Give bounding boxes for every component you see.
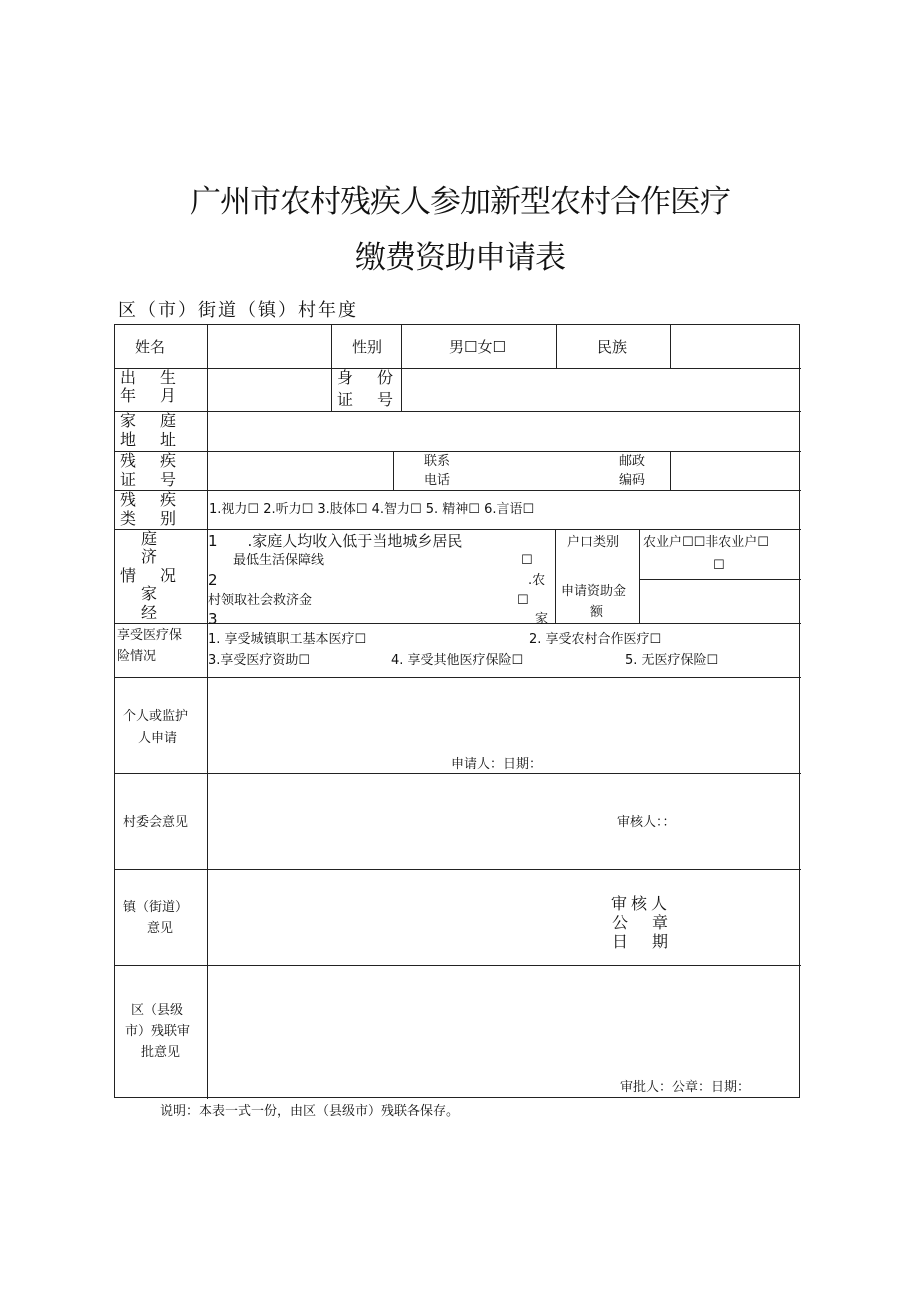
disability-type-label-bottom: 类 别 — [120, 509, 181, 528]
economy-item-1: 1 .家庭人均收入低于当地城乡居民 — [208, 532, 463, 550]
row-divider — [115, 411, 801, 412]
economy-label: 庭 — [141, 529, 162, 548]
row-divider — [115, 529, 801, 530]
economy-item-2-line2: 村领取社会救济金 — [208, 593, 313, 608]
insurance-option-3[interactable]: 3.享受医疗资助☐ — [208, 653, 311, 668]
id-label-bottom: 证 号 — [337, 390, 398, 409]
town-opinion-label: 镇（街道） — [123, 900, 189, 915]
gender-options[interactable]: 男☐女☐ — [449, 338, 506, 356]
row-divider — [639, 579, 801, 580]
column-divider — [556, 325, 557, 368]
economy-label: 济 — [141, 547, 162, 566]
village-opinion-label: 村委会意见 — [123, 815, 189, 830]
hukou-label: 户口类别 — [567, 535, 620, 550]
economy-item-1-line2: 最低生活保障线 — [233, 553, 325, 568]
aid-amount-label-2: 额 — [590, 605, 604, 620]
town-reviewer: 审核人 — [611, 894, 672, 913]
contact-label-top: 联系 — [424, 454, 451, 469]
row-divider — [115, 623, 801, 624]
name-label: 姓名 — [135, 338, 166, 356]
district-opinion-label-2: 市）残联审 — [125, 1024, 191, 1039]
insurance-option-4[interactable]: 4. 享受其他医疗保险☐ — [391, 653, 524, 668]
column-divider — [670, 325, 671, 368]
applicant-signature: 申请人：日期： — [451, 757, 543, 772]
town-date: 日 期 — [612, 932, 673, 951]
disability-type-label-top: 残 疾 — [120, 490, 181, 509]
row-divider — [115, 490, 801, 491]
gender-label: 性别 — [352, 338, 383, 356]
address-label-top: 家 庭 — [120, 411, 181, 430]
row-divider — [115, 677, 801, 678]
column-divider — [670, 451, 671, 490]
insurance-option-5[interactable]: 5. 无医疗保险☐ — [625, 653, 719, 668]
economy-label: 情 况 — [120, 566, 181, 585]
district-signature: 审批人：公章：日期： — [620, 1080, 751, 1095]
address-label-bottom: 地 址 — [120, 430, 181, 449]
column-divider — [331, 325, 332, 411]
postal-label-bottom: 编码 — [619, 473, 646, 488]
hukou-options[interactable]: 农业户☐☐非农业户☐ — [643, 535, 769, 550]
insurance-option-1[interactable]: 1. 享受城镇职工基本医疗☐ — [208, 632, 367, 647]
column-divider — [393, 451, 394, 490]
application-form-table — [114, 324, 800, 1098]
insurance-label-2: 险情况 — [117, 649, 157, 664]
applicant-label: 个人或监护 — [123, 709, 189, 724]
economy-item-2: 2 — [208, 571, 218, 589]
disability-cert-label-top: 残 疾 — [120, 451, 181, 470]
region-line: 区（市）街道（镇）村年度 — [118, 300, 358, 321]
hukou-options-2[interactable]: ☐ — [713, 558, 725, 573]
disability-type-options[interactable]: 1.视力☐ 2.听力☐ 3.肢体☐ 4.智力☐ 5. 精神☐ 6.言语☐ — [209, 502, 535, 517]
insurance-option-2[interactable]: 2. 享受农村合作医疗☐ — [529, 632, 662, 647]
birth-label-top: 出 生 — [120, 368, 181, 387]
row-divider — [115, 869, 801, 870]
district-opinion-label: 区（县级 — [131, 1003, 184, 1018]
column-divider — [639, 529, 640, 623]
postal-label-top: 邮政 — [619, 454, 646, 469]
aid-amount-label: 申请资助金 — [561, 584, 627, 599]
column-divider — [207, 325, 208, 1099]
form-subtitle: 缴费资助申请表 — [355, 240, 565, 276]
column-divider — [401, 325, 402, 411]
row-divider — [115, 773, 801, 774]
ethnicity-label: 民族 — [597, 338, 628, 356]
row-divider — [115, 451, 801, 452]
economy-checkbox-1[interactable]: ☐ — [521, 553, 533, 568]
contact-label-bottom: 电话 — [424, 473, 451, 488]
district-opinion-label-3: 批意见 — [141, 1045, 181, 1060]
economy-item-2-suffix: .农 — [528, 573, 546, 588]
birth-label-bottom: 年 月 — [120, 386, 181, 405]
insurance-label: 享受医疗保 — [117, 628, 183, 643]
economy-label: 家 — [141, 584, 162, 603]
column-divider — [555, 529, 556, 623]
town-opinion-label-2: 意见 — [147, 921, 174, 936]
footer-note: 说明：本表一式一份，由区（县级市）残联各保存。 — [160, 1104, 460, 1119]
economy-checkbox-2[interactable]: ☐ — [517, 593, 529, 608]
economy-item-3: 3 — [208, 610, 218, 628]
form-title: 广州市农村残疾人参加新型农村合作医疗 — [190, 184, 730, 220]
disability-cert-label-bottom: 证 号 — [120, 470, 181, 489]
town-seal: 公 章 — [612, 913, 673, 932]
economy-label: 经 — [141, 603, 162, 622]
id-label-top: 身 份 — [337, 368, 398, 387]
row-divider — [115, 368, 801, 369]
row-divider — [115, 965, 801, 966]
village-signature: 审核人：： — [617, 815, 676, 830]
applicant-label-2: 人申请 — [138, 731, 178, 746]
economy-item-3-suffix: 家 — [535, 612, 549, 627]
